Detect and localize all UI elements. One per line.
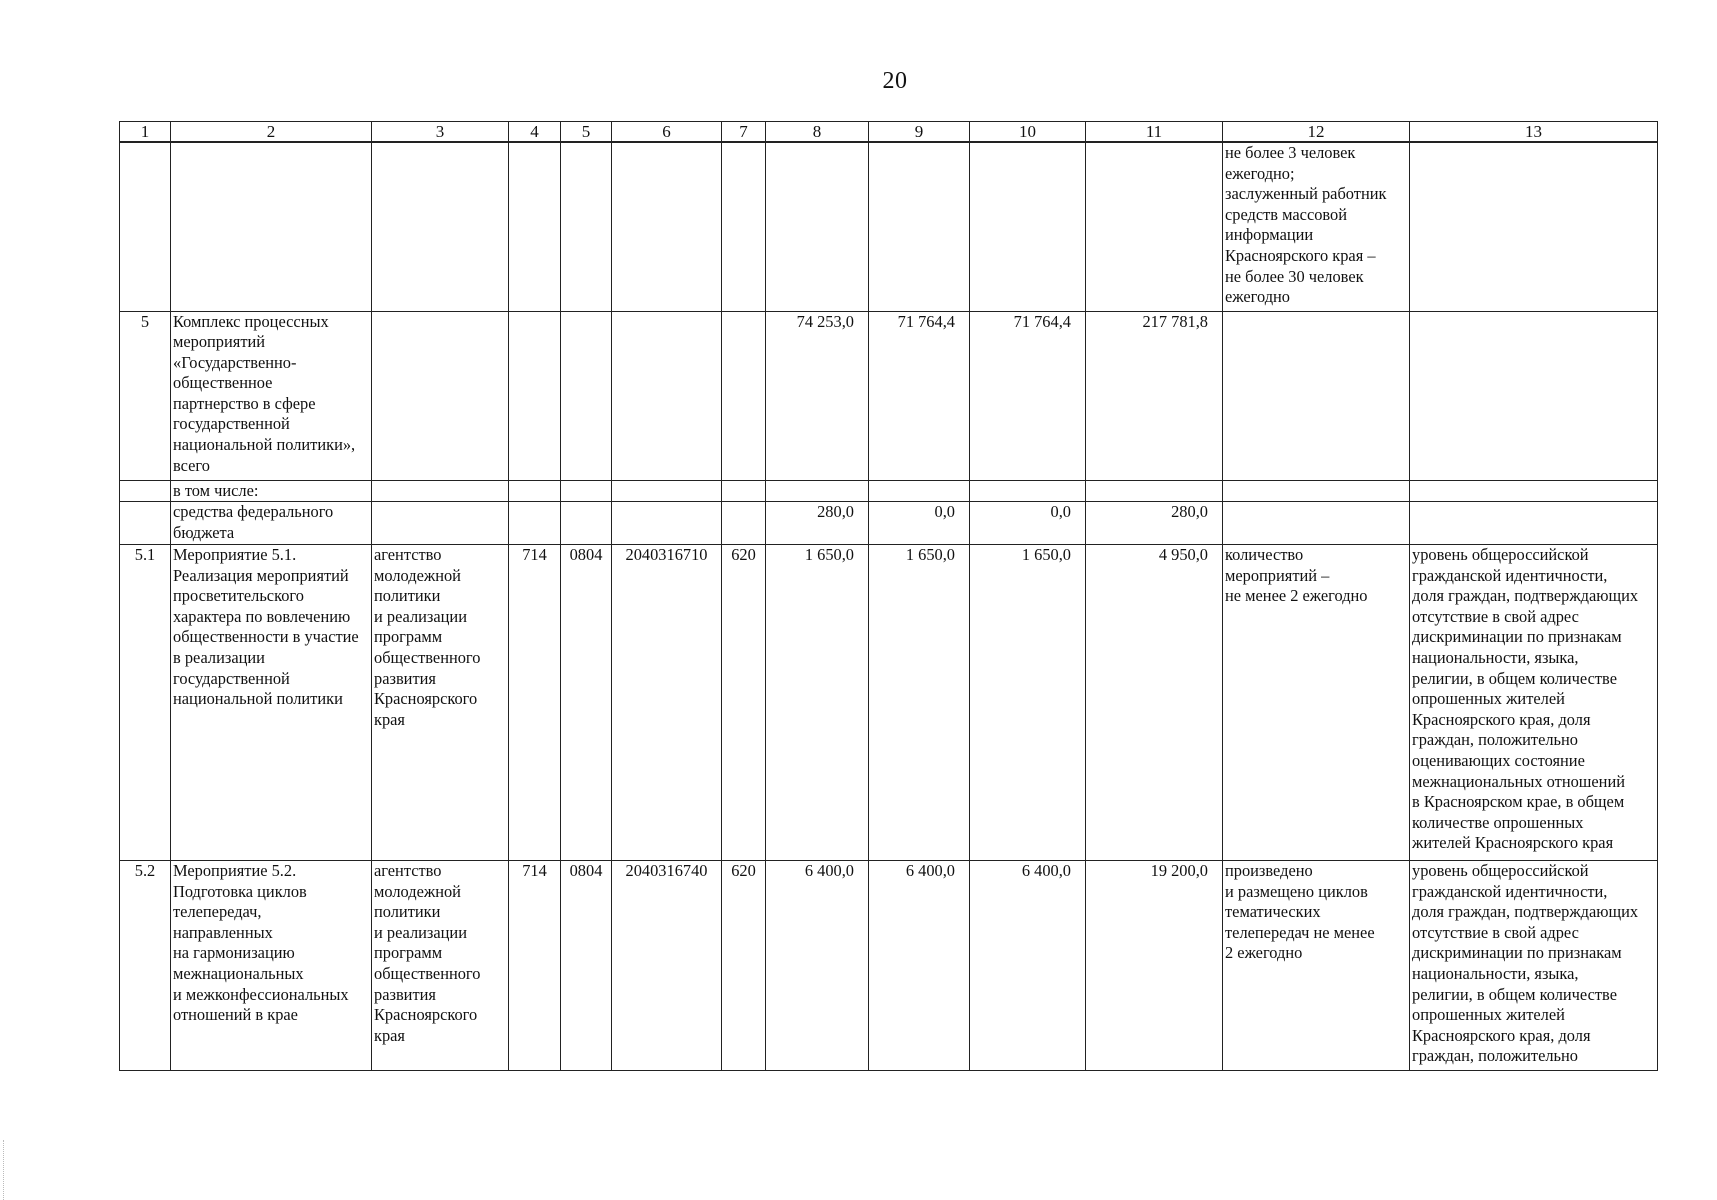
cell-amount-total: 19 200,0: [1086, 861, 1223, 1071]
column-header: 7: [722, 122, 766, 143]
cell-rzpr: 0804: [561, 545, 612, 861]
cell-rzpr: [561, 142, 612, 311]
cell-grbs: [509, 142, 561, 311]
cell-amount-year2: 6 400,0: [869, 861, 970, 1071]
cell-amount-year2: 71 764,4: [869, 311, 970, 480]
cell-number: [120, 142, 171, 311]
cell-grbs: [509, 502, 561, 545]
cell-grbs: 714: [509, 861, 561, 1071]
column-numbers-row: [120, 122, 1658, 143]
cell-executor: [372, 311, 509, 480]
table-row: [120, 480, 1658, 502]
table-row: [120, 311, 1658, 480]
cell-vr: [722, 311, 766, 480]
cell-number: 5.1: [120, 545, 171, 861]
table-row: [120, 545, 1658, 861]
cell-amount-year3: [970, 142, 1086, 311]
cell-indicator: [1410, 480, 1658, 502]
column-header: 10: [970, 122, 1086, 143]
cell-name: в том числе:: [171, 480, 372, 502]
cell-executor: агентство молодежной политики и реализации программ общественного развития Красноярского края: [372, 861, 509, 1071]
column-header: 6: [612, 122, 722, 143]
cell-expected-result: [1223, 502, 1410, 545]
cell-name: Мероприятие 5.2. Подготовка циклов телепередач, направленных на гармонизацию межнациональных и межконфессиональных отношений в крае: [171, 861, 372, 1071]
cell-amount-year3: 6 400,0: [970, 861, 1086, 1071]
cell-amount-year3: 1 650,0: [970, 545, 1086, 861]
cell-vr: 620: [722, 861, 766, 1071]
column-header: 4: [509, 122, 561, 143]
cell-amount-year1: [766, 480, 869, 502]
page-number: 20: [882, 68, 908, 94]
table-row: [120, 502, 1658, 545]
scan-edge-marks: [3, 1140, 6, 1200]
cell-executor: [372, 480, 509, 502]
cell-indicator: [1410, 142, 1658, 311]
cell-amount-total: 4 950,0: [1086, 545, 1223, 861]
cell-amount-year2: [869, 480, 970, 502]
cell-vr: [722, 480, 766, 502]
cell-amount-year1: 74 253,0: [766, 311, 869, 480]
cell-indicator: уровень общероссийской гражданской идентичности, доля граждан, подтверждающих отсутствие в свой адрес дискриминации по признакам национальности, языка, религии, в общем количестве опрошенных жителей Красноярского края, доля граждан, положительно: [1410, 861, 1658, 1071]
cell-amount-year2: 0,0: [869, 502, 970, 545]
cell-name: [171, 142, 372, 311]
cell-expected-result: не более 3 человек ежегодно; заслуженный работник средств массовой информации Красноярского края – не более 30 человек ежегодно: [1223, 142, 1410, 311]
cell-rzpr: [561, 502, 612, 545]
cell-csr: [612, 502, 722, 545]
cell-amount-year1: 1 650,0: [766, 545, 869, 861]
cell-number: [120, 480, 171, 502]
table-row: [120, 142, 1658, 311]
table-row: [120, 861, 1658, 1071]
cell-name: Мероприятие 5.1. Реализация мероприятий просветительского характера по вовлечению общественности в участие в реализации государственной национальной политики: [171, 545, 372, 861]
cell-amount-year1: [766, 142, 869, 311]
column-header: 13: [1410, 122, 1658, 143]
cell-rzpr: 0804: [561, 861, 612, 1071]
cell-csr: 2040316710: [612, 545, 722, 861]
program-measures-table: [119, 121, 1658, 1071]
cell-amount-total: 217 781,8: [1086, 311, 1223, 480]
cell-csr: [612, 311, 722, 480]
cell-number: [120, 502, 171, 545]
cell-expected-result: произведено и размещено циклов тематических телепередач не менее 2 ежегодно: [1223, 861, 1410, 1071]
cell-grbs: [509, 480, 561, 502]
cell-amount-year2: [869, 142, 970, 311]
cell-name: Комплекс процессных мероприятий «Государственно- общественное партнерство в сфере государственной национальной политики», всего: [171, 311, 372, 480]
cell-vr: [722, 502, 766, 545]
cell-amount-year1: 280,0: [766, 502, 869, 545]
cell-csr: 2040316740: [612, 861, 722, 1071]
cell-number: 5: [120, 311, 171, 480]
cell-executor: [372, 142, 509, 311]
column-header: 11: [1086, 122, 1223, 143]
cell-rzpr: [561, 311, 612, 480]
column-header: 9: [869, 122, 970, 143]
column-header: 8: [766, 122, 869, 143]
cell-executor: агентство молодежной политики и реализации программ общественного развития Красноярского края: [372, 545, 509, 861]
cell-amount-year2: 1 650,0: [869, 545, 970, 861]
cell-amount-total: [1086, 142, 1223, 311]
cell-amount-year3: 71 764,4: [970, 311, 1086, 480]
cell-grbs: 714: [509, 545, 561, 861]
cell-rzpr: [561, 480, 612, 502]
cell-vr: 620: [722, 545, 766, 861]
column-header: 3: [372, 122, 509, 143]
cell-csr: [612, 480, 722, 502]
cell-indicator: [1410, 502, 1658, 545]
cell-expected-result: [1223, 480, 1410, 502]
cell-indicator: уровень общероссийской гражданской идентичности, доля граждан, подтверждающих отсутствие в свой адрес дискриминации по признакам национальности, языка, религии, в общем количестве опрошенных жителей Красноярского края, доля граждан, положительно оценивающих состояние межнациональных отношений в Красноярском крае, в общем количестве опрошенных жителей Красноярского края: [1410, 545, 1658, 861]
cell-amount-year3: [970, 480, 1086, 502]
column-header: 12: [1223, 122, 1410, 143]
cell-indicator: [1410, 311, 1658, 480]
cell-expected-result: [1223, 311, 1410, 480]
cell-executor: [372, 502, 509, 545]
column-header: 2: [171, 122, 372, 143]
cell-grbs: [509, 311, 561, 480]
cell-amount-year3: 0,0: [970, 502, 1086, 545]
cell-csr: [612, 142, 722, 311]
cell-vr: [722, 142, 766, 311]
cell-amount-year1: 6 400,0: [766, 861, 869, 1071]
column-header: 5: [561, 122, 612, 143]
cell-expected-result: количество мероприятий – не менее 2 ежегодно: [1223, 545, 1410, 861]
column-header: 1: [120, 122, 171, 143]
cell-number: 5.2: [120, 861, 171, 1071]
cell-name: средства федерального бюджета: [171, 502, 372, 545]
cell-amount-total: 280,0: [1086, 502, 1223, 545]
cell-amount-total: [1086, 480, 1223, 502]
